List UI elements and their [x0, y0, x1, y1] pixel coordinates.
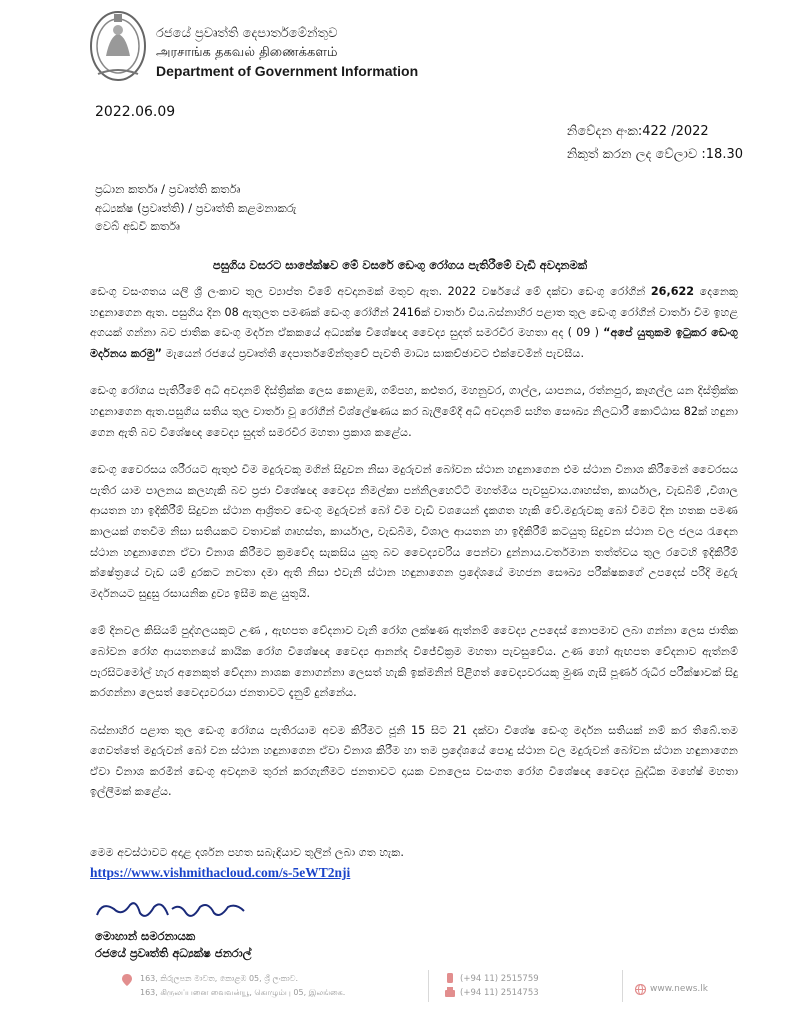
press-release-body: [90, 282, 738, 820]
footer-phone: (+94 11) 2515759: [460, 974, 539, 984]
release-time: නිකුත් කරන ලද වේලාව :18.30: [566, 147, 743, 162]
recipients-list: [95, 180, 296, 236]
link-intro-text: මෙම අවස්ථාවට අදාළ දර්ශන පහත සබැඳියාව තුලින් ලබා ගත හැක.: [90, 846, 404, 859]
recipient-line: ප්‍රධාන කර්තෘ / ප්‍රවෘත්ති කර්තෘ: [95, 182, 241, 196]
signer-block: [95, 928, 251, 962]
phone-icon: [445, 973, 455, 983]
department-name-english: Department of Government Information: [156, 63, 419, 79]
fax-icon: [445, 987, 455, 997]
press-release-heading: පසුගිය වසරට සාපේක්ෂව මේ වසරේ ඩෙංගු රෝගය පැතිරීමේ වැඩි අවදානමක්: [212, 258, 588, 272]
signer-name: මොහාන් සමරනායක: [95, 929, 196, 943]
footer-divider: [622, 970, 623, 1002]
paragraph-5: බස්නාහිර පළාත තුල ඩෙංගු රෝගය පැතිරයාම අවම කිරීමට ජූනි 15 සිට 21 දක්වා විශේෂ ඩෙංගු මර්දන සතියක් නම් කර තිබේ.තම ගෙවත්තේ මදුරුවන් බෝ වන ස්ථාන හඳුනාගෙන ඒවා විනාශ කිරීම හා තම ප්‍රදේශයේ පොදු ස්ථාන වල මදුරුවන් බෝවන ස්ථාන හඳුනාගෙන ඒවා විනාශ කරමින් ඩෙංගු අවදානම තුරන් කරගැනීමට ජනතාවට දායක වනලෙස වසංගත රෝග විශේෂඥ වෛද්‍ය බුද්ධික මහේෂ් මහතා ඉල්ලීමක් කළේය.: [90, 723, 738, 799]
reference-block: [567, 120, 743, 166]
footer-address: 163, කිරුලපන මාවත, කොළඹ 05, ශ්‍රී ලංකාව. 163, கிருலப்பனை வைவன்யூ, கொழும்பு 05, இலங்கை.: [140, 974, 346, 997]
footer-phones: [460, 972, 539, 1000]
paragraph-4: මේ දිනවල කිසියම් පුද්ගලයකුට උණ , ඇඟපත වේදනාව වැනි රෝග ලක්ෂණ ඇත්නම් වෛද්‍ය උපදෙස් නොපමාව ලබා ගන්නා ලෙස ජාතික බෝවන රෝග ආයතනයේ කායික රෝග විශේෂඥ වෛද්‍ය ආනන්ද විජේවික්‍රම මහතා පැවසුවේය. උණ හෝ ඇඟපත වේදනාව ඇත්නම් පැරසිටමෝල් හැර අනෙකුත් වේදනා නාශක නොගන්නා ලෙසත් හැකි ඉක්මනින් පිළිගත් වෛද්‍යවරයකු මුණ ගැසී පූර්ණ රුධිර පරීක්ෂාවක් සිදු කරගන්නා ලෙසත් වෛද්‍යවරයා ජනතාවට දැනුම් දුන්නේය.: [90, 624, 738, 700]
paragraph-1: ඩෙංගු වසංගතය යලි ශ්‍රී ලංකාව තුල ව්‍යාප්ත වීමේ අවදානමක් මතුව ඇත. 2022 වර්ෂයේ මේ දක්වා ඩෙංගු රෝගීන් 26,622 දෙනෙකු හඳුනාගෙන ඇත. පසුගිය දින 08 ඇතුලත පමණක් ඩෙංගු රෝගීන් 2416ක් වාර්තා විය.බස්නාහිර පළාත තුල ඩෙංගු රෝගීන් වාර්තා වීම ඉහළ අගයක් ගන්නා බව ජාතික ඩෙංගු මර්දන ඒකකයේ අධ්‍යක්ෂ විශේෂඥ වෛද්‍ය සුදත් සමරවීර මහතා අද ( 09 ) “අපේ යුතුකම ඉටුකර ඩෙංගු මර්දනය කරමු” මැයෙන් රජයේ ප්‍රවෘත්ති දෙපාර්තමේන්තුවේ පැවති මාධ්‍ය සාකච්ඡාවට එක්වෙමින් පැවසීය.: [90, 285, 738, 360]
footer-divider: [428, 970, 429, 1002]
paragraph-2: ඩෙංගු රෝගය පැතිරීමේ අධි අවදානම් දිස්ත්‍රික්ක ලෙස කොළඹ, ගම්පහ, කළුතර, මහනුවර, ගාල්ල, යාපනය, රත්නපුර, කෑගල්ල යන දිස්ත්‍රික්ක හඳුනාගෙන ඇත.පසුගිය සතිය තුල වාර්තා වූ රෝගීන් විශ්ලේෂණය කර බැලීමේදී අධි අවදානම් සහිත සෞඛ්‍ය නිලධාරී කොට්ඨාස 82ක් හඳුනා ගෙන ඇති බව විශේෂඥ වෛද්‍ය සුදත් සමරවීර මහතා ප්‍රකාශ කළේය.: [90, 384, 738, 439]
release-date: 2022.06.09: [95, 104, 176, 120]
video-link[interactable]: https://www.vishmithacloud.com/s-5eWT2nji: [90, 865, 351, 880]
recipient-line: වෙබ් අඩවි කර්තෘ: [95, 219, 180, 233]
location-pin-icon: [122, 974, 132, 986]
globe-icon: [635, 984, 646, 995]
footer-fax: (+94 11) 2514753: [460, 988, 539, 998]
letterhead: [88, 4, 419, 88]
signer-title: රජයේ ප්‍රවෘත්ති අධ්‍යක්ෂ ජනරාල්: [95, 946, 252, 960]
footer-website: www.news.lk: [650, 984, 708, 994]
department-name-sinhala: රජයේ ප්‍රවෘත්ති දෙපාර්තමේන්තුව: [156, 26, 338, 41]
recipient-line: අධ්‍යක්ෂ (ප්‍රවෘත්ති) / ප්‍රවෘත්ති කළමනාකරු: [95, 200, 297, 215]
paragraph-3: ඩෙංගු වෛරසය ශරීරයට ඇතුළු වීම මදුරුවකු මගින් සිදුවන නිසා මදුරුවන් බෝවන ස්ථාන හඳුනාගෙන එම ස්ථාන විනාශ කිරීමෙන් වෛරසය පැතිර යාම පාලනය කලහැකි බව ප්‍රජා විශේෂඥ වෛද්‍ය නිමල්කා පන්නිලහෙට්ටි මහත්මිය පැවසුවාය.ගෘහස්ත, කාර්යාල, වැඩබිම් ,විශාල ආයතන හා ඉදිකිරීම් සිදුවන ස්ථාන ආශ්‍රිතව ඩෙංගු මදුරුවන් බෝ වීම වැඩි වශයෙන් දැකගත හැකි වේ.මදුරුවකු බෝ වීමට දින හතක පමණ කාලයක් ගතවීම නිසා සතියකට වතාවක් ගෘහස්ත, කාර්යාල, වැඩබිම, විශාල ආයතන හා ඉදිකිරීම් කටයුතු සිදුවන ස්ථාන වල ජලය රැඳෙන ස්ථාන හඳුනාගෙන ඒවා විනාශ කිරීමට ක්‍රමවේද සැකසිය යුතු බව වෛද්‍යවරිය පෙන්වා දුන්නාය.වර්තමාන තත්ත්වය තුල රටෙහි ඉදිකිරීම් ක්ෂේත්‍රයේ වැඩ යම් දුරකට නවතා දමා ඇති නිසා එවැනි ස්ථාන හඳුනාගෙන ප්‍රදේශයේ මහජන සෞඛ්‍ය පරීක්ෂකගේ උපදෙස් පරිදි මදුරු මර්දනයට සුදුසු රසායනික ද්‍රව්‍ය ඉසීම කළ යුතුයි.: [90, 463, 738, 600]
department-name-tamil: அரசாங்க தகவல் திணைக்களம்: [156, 45, 338, 60]
release-number: නිවේදන අංක:422 /2022: [566, 124, 709, 139]
sri-lanka-emblem-icon: [88, 6, 148, 84]
letter-footer: [60, 960, 760, 1020]
